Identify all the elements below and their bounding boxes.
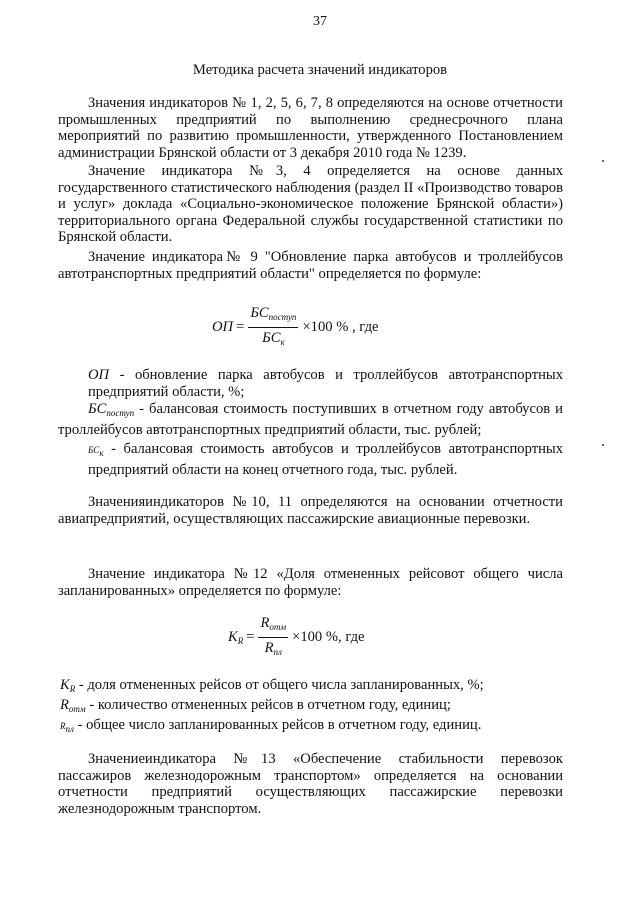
paragraph-indicators-1-8: Значения индикаторов № 1, 2, 5, 6, 7, 8 определяются на основе отчетности промышленных предприятий по выполнению среднесрочного плана мероприятий по развитию промышленности, утвержденного Постановлением администрации Брянской области от 3 декабря 2010 года № 1239. [58, 95, 563, 161]
document-title: Методика расчета значений индикаторов [192, 62, 448, 78]
definition-r-pl: $R_{пл}$ - общее число запланированных рейсов в отчетном году, единиц. [60, 717, 482, 734]
formula2-denominator: $R_{пл}$ [264, 640, 282, 657]
definition-kr: $К_R$ - доля отмененных рейсов от общего числа запланированных, %; [60, 677, 484, 694]
formula2-equals: = [246, 629, 255, 645]
formula-bus-renewal [212, 304, 378, 351]
formula-tail: ×100 % , где [302, 319, 379, 335]
formula-numerator: $БС_{поступ}$ [248, 304, 298, 328]
scan-speck [602, 444, 604, 446]
page-number: 37 [313, 14, 327, 29]
formula2-lhs: $К_R$ [228, 629, 244, 646]
paragraph-indicator-9: Значение индикатора№ 9 "Обновление парка автобусов и троллейбусов автотранспортных предприятий области" определяется по формуле: [58, 249, 563, 282]
paragraph-indicators-3-4: Значение индикатора №3, 4 определяется на основе данных государственного статистического наблюдения (раздел II «Производство товаров и услуг» доклада «Социально-экономическое положение Брянской области») территориального органа Федеральной службы государственной статистики по Брянской области. [58, 163, 563, 246]
definition-bs-postup: $БС_{поступ}$ - балансовая стоимость поступивших в отчетном году автобусов и троллейбусов автотранспортных предприятий области, тыс. рублей; [58, 401, 563, 438]
formula-cancelled-flights [228, 614, 365, 661]
paragraph-indicator-12: Значение индикатора №12 «Доля отмененных рейсовот общего числа запланированных» определяется по формуле: [58, 566, 563, 599]
definition-r-otm: $R_{отм}$ - количество отмененных рейсов в отчетном году, единиц; [60, 697, 451, 714]
formula-fraction [248, 304, 298, 351]
formula-lhs: ОП [212, 319, 234, 335]
formula-denominator: $БС_к$ [262, 330, 285, 347]
formula2-numerator: $R_{отм}$ [258, 614, 288, 638]
formula-equals: = [236, 319, 245, 335]
paragraph-indicator-13: Значениеиндикатора №13 «Обеспечение стабильности перевозок пассажиров железнодорожным транспортом» определяется на основании отчетности предприятий осуществляющих пассажирские перевозки железнодорожным транспортом. [58, 751, 563, 817]
definition-bs-k: $БС_к$ - балансовая стоимость автобусов и троллейбусов автотранспортных предприятий области на конец отчетного года, тыс. рублей. [88, 441, 563, 478]
scan-speck [602, 160, 604, 162]
formula2-tail: ×100 %, где [292, 629, 365, 645]
definition-op: ОП - обновление парка автобусов и троллейбусов автотранспортных предприятий области, %; [88, 367, 563, 400]
paragraph-indicators-10-11: Значенияиндикаторов №10, 11 определяются на основании отчетности авиапредприятий, осуществляющих пассажирские авиационные перевозки. [58, 494, 563, 527]
formula2-fraction [258, 614, 288, 661]
